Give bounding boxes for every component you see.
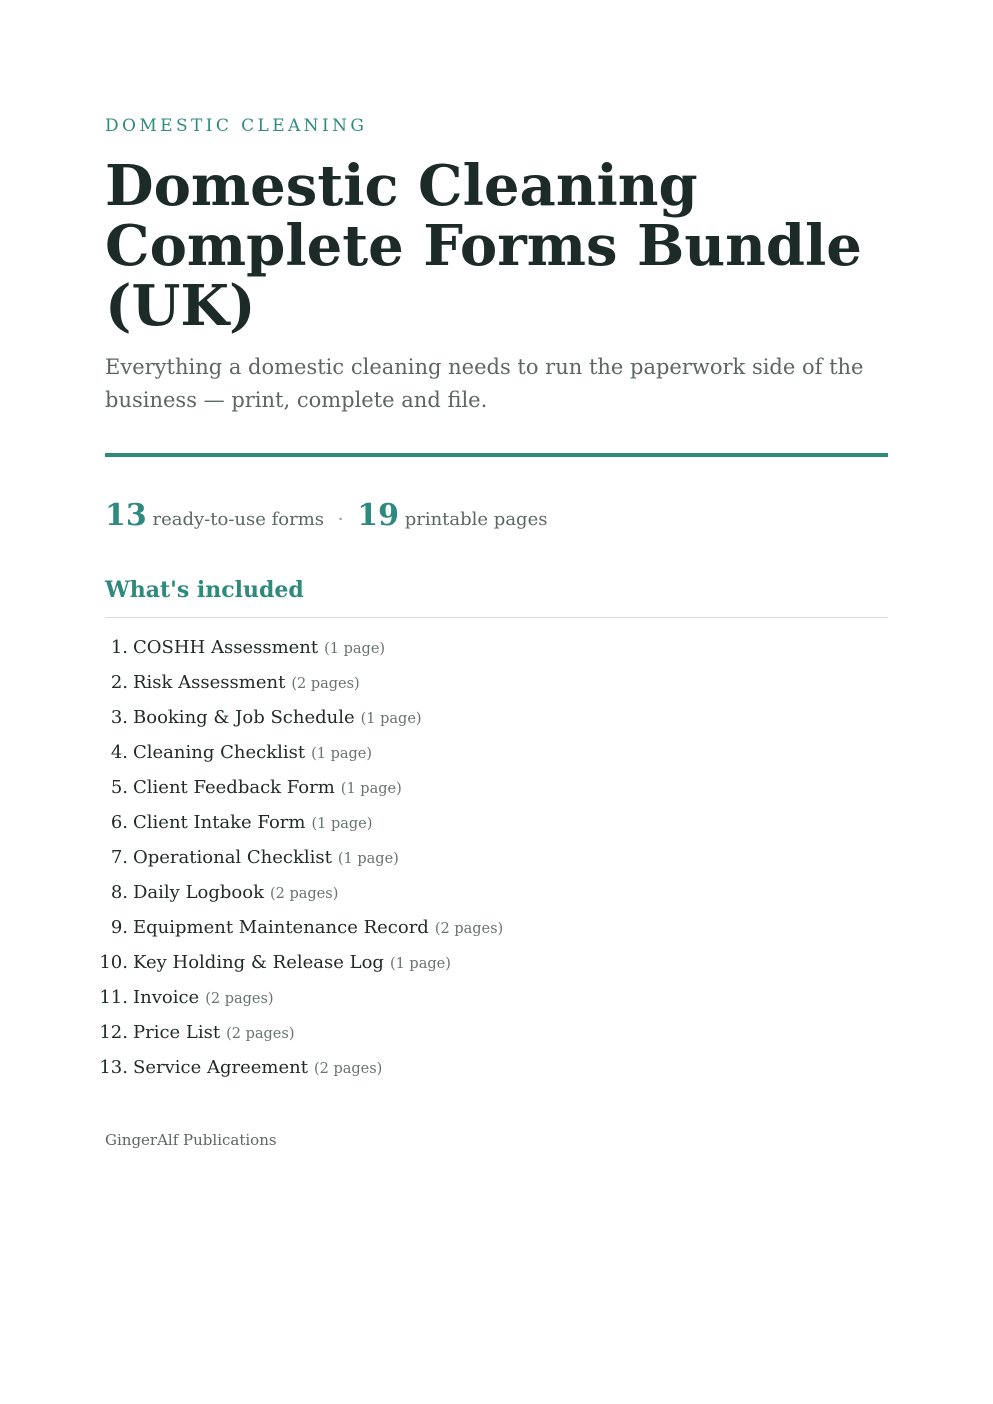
form-name: Price List	[133, 1022, 221, 1043]
form-name: Key Holding & Release Log	[133, 952, 384, 973]
form-page-count: (1 page)	[360, 711, 422, 727]
form-page-count: (1 page)	[337, 851, 399, 867]
form-page-count: (2 pages)	[226, 1026, 295, 1042]
list-item	[99, 980, 503, 1015]
form-name: Client Intake Form	[133, 812, 306, 833]
form-name: Service Agreement	[133, 1057, 308, 1078]
list-item-number: 6.	[110, 812, 128, 833]
category-eyebrow: DOMESTIC CLEANING	[105, 116, 368, 136]
page-subtitle: Everything a domestic cleaning needs to run the paperwork side of the business — print, complete and file.	[105, 355, 864, 412]
list-item	[105, 665, 503, 700]
list-item-number: 8.	[110, 882, 128, 903]
form-name: Operational Checklist	[133, 847, 332, 868]
list-item	[105, 875, 503, 910]
form-page-count: (2 pages)	[313, 1061, 383, 1077]
list-item	[105, 910, 503, 945]
forms-list	[99, 630, 504, 1085]
section-title-included: What's included	[105, 577, 304, 603]
form-name: Risk Assessment	[133, 672, 286, 693]
form-page-count: (2 pages)	[205, 991, 274, 1007]
section-divider	[105, 617, 888, 618]
form-name: Equipment Maintenance Record	[133, 917, 429, 938]
forms-count: 13	[105, 498, 147, 533]
pages-count-label: printable pages	[404, 509, 548, 530]
list-item-number: 12.	[99, 1022, 128, 1043]
list-item-number: 9.	[110, 917, 128, 938]
list-item-number: 3.	[110, 707, 128, 728]
list-item-number: 11.	[99, 987, 128, 1008]
list-item-number: 10.	[99, 952, 128, 973]
stats-separator: ·	[337, 509, 344, 530]
form-page-count: (1 page)	[340, 781, 402, 797]
form-page-count: (1 page)	[389, 956, 451, 972]
list-item-number: 7.	[110, 847, 128, 868]
list-item	[105, 630, 503, 665]
form-name: Client Feedback Form	[133, 777, 335, 798]
form-page-count: (2 pages)	[434, 921, 504, 937]
form-name: Invoice	[133, 987, 200, 1008]
list-item-number: 2.	[110, 672, 128, 693]
form-name: COSHH Assessment	[133, 637, 319, 658]
form-page-count: (1 page)	[311, 746, 373, 762]
list-item-number: 5.	[110, 777, 128, 798]
list-item	[99, 1015, 503, 1050]
list-item	[105, 770, 503, 805]
form-page-count: (1 page)	[311, 816, 373, 832]
publisher-name: GingerAlf Publications	[105, 1131, 277, 1149]
list-item-number: 4.	[110, 742, 128, 763]
bundle-stats	[105, 496, 547, 540]
header-divider	[105, 453, 888, 457]
form-name: Daily Logbook	[133, 882, 264, 903]
list-item	[99, 945, 503, 980]
list-item	[99, 1050, 503, 1085]
page-title: Domestic Cleaning Complete Forms Bundle (UK)	[105, 153, 862, 339]
forms-count-label: ready-to-use forms	[152, 509, 325, 530]
form-page-count: (2 pages)	[291, 676, 360, 692]
form-page-count: (1 page)	[324, 641, 386, 657]
list-item-number: 13.	[99, 1057, 128, 1078]
list-item	[105, 805, 503, 840]
form-page-count: (2 pages)	[269, 886, 339, 902]
list-item	[105, 840, 503, 875]
pages-count: 19	[357, 498, 399, 533]
list-item-number: 1.	[110, 637, 128, 658]
form-name: Booking & Job Schedule	[133, 707, 355, 728]
list-item	[105, 700, 503, 735]
form-name: Cleaning Checklist	[133, 742, 306, 763]
list-item	[105, 735, 503, 770]
